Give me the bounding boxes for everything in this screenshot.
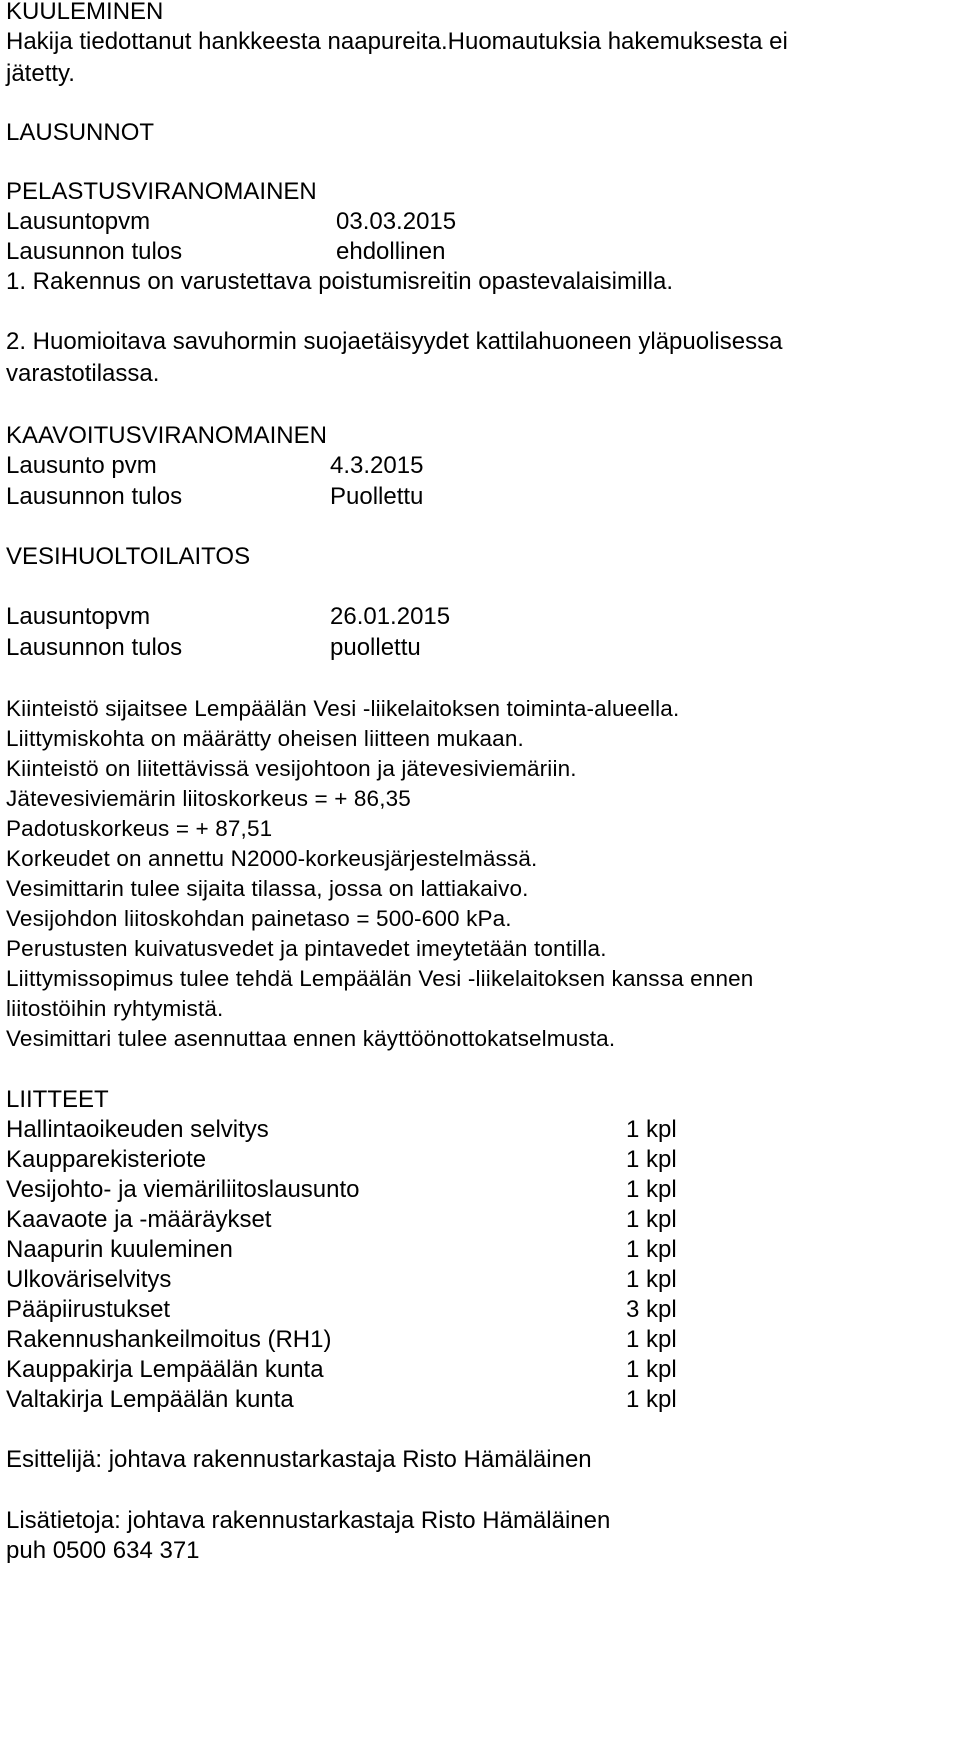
attachment-name: Kaavaote ja -määräykset	[6, 1206, 272, 1233]
attachment-name: Hallintaoikeuden selvitys	[6, 1116, 269, 1143]
pelastus-heading: PELASTUSVIRANOMAINEN	[6, 178, 317, 205]
pelastus-date-row	[6, 206, 456, 238]
esittelija-line: Esittelijä: johtava rakennustarkastaja Risto Hämäläinen	[6, 1446, 592, 1473]
attachment-quantity: 1 kpl	[626, 1116, 677, 1143]
vesihuolto-heading: VESIHUOLTOILAITOS	[6, 543, 251, 570]
attachment-name: Ulkoväriselvitys	[6, 1266, 172, 1293]
pelastus-date-value: 03.03.2015	[336, 208, 457, 235]
attachment-quantity: 1 kpl	[626, 1356, 677, 1383]
attachment-quantity: 1 kpl	[626, 1386, 677, 1413]
pelastus-note-1: 1. Rakennus on varustettava poistumisreitin opastevalaisimilla.	[6, 268, 673, 295]
attachment-quantity: 1 kpl	[626, 1176, 677, 1203]
attachment-quantity: 1 kpl	[626, 1326, 677, 1353]
phone-line: puh 0500 634 371	[6, 1537, 200, 1564]
attachment-name: Vesijohto- ja viemäriliitoslausunto	[6, 1176, 360, 1203]
attachment-name: Kaupparekisteriote	[6, 1146, 207, 1173]
kuuleminen-text-line-2: jätetty.	[6, 60, 75, 87]
vesihuolto-text-line: liitostöihin ryhtymistä.	[6, 996, 224, 1021]
vesihuolto-date-row	[6, 601, 450, 633]
kaavoitus-heading: KAAVOITUSVIRANOMAINEN	[6, 422, 327, 449]
kaavoitus-date-label: Lausunto pvm	[6, 452, 157, 479]
attachment-name: Rakennushankeilmoitus (RH1)	[6, 1326, 332, 1353]
pelastus-result-row	[6, 236, 445, 268]
vesihuolto-text-line: Vesimittari tulee asennuttaa ennen käyttöönottokatselmusta.	[6, 1026, 616, 1051]
attachment-quantity: 1 kpl	[626, 1236, 677, 1263]
pelastus-note-2-line-1: 2. Huomioitava savuhormin suojaetäisyydet kattilahuoneen yläpuolisessa	[6, 328, 783, 355]
attachment-quantity: 1 kpl	[626, 1206, 677, 1233]
kaavoitus-result-value: Puollettu	[330, 483, 424, 510]
vesihuolto-text-line: Padotuskorkeus = + 87,51	[6, 816, 273, 841]
attachment-quantity: 1 kpl	[626, 1266, 677, 1293]
pelastus-note-2-line-2: varastotilassa.	[6, 360, 160, 387]
kuuleminen-text-line-1: Hakija tiedottanut hankkeesta naapureita.Huomautuksia hakemuksesta ei	[6, 28, 788, 55]
kaavoitus-date-row	[6, 450, 423, 482]
vesihuolto-text-line: Liittymissopimus tulee tehdä Lempäälän Vesi -liikelaitoksen kanssa ennen	[6, 966, 754, 991]
attachment-name: Valtakirja Lempäälän kunta	[6, 1386, 294, 1413]
kaavoitus-result-row	[6, 481, 423, 513]
attachment-quantity: 1 kpl	[626, 1146, 677, 1173]
vesihuolto-result-row	[6, 632, 421, 664]
kaavoitus-result-label: Lausunnon tulos	[6, 483, 183, 510]
vesihuolto-text-line: Jätevesiviemärin liitoskorkeus = + 86,35	[6, 786, 411, 811]
vesihuolto-text-line: Perustusten kuivatusvedet ja pintavedet imeytetään tontilla.	[6, 936, 607, 961]
vesihuolto-result-value: puollettu	[330, 634, 421, 661]
vesihuolto-text-line: Liittymiskohta on määrätty oheisen liitteen mukaan.	[6, 726, 524, 751]
vesihuolto-result-label: Lausunnon tulos	[6, 634, 183, 661]
pelastus-result-value: ehdollinen	[336, 238, 446, 265]
vesihuolto-text-line: Kiinteistö sijaitsee Lempäälän Vesi -liikelaitoksen toiminta-alueella.	[6, 696, 680, 721]
kaavoitus-date-value: 4.3.2015	[330, 452, 424, 479]
vesihuolto-text-line: Vesimittarin tulee sijaita tilassa, jossa on lattiakaivo.	[6, 876, 529, 901]
vesihuolto-text-line: Korkeudet on annettu N2000-korkeusjärjestelmässä.	[6, 846, 538, 871]
attachment-name: Pääpiirustukset	[6, 1296, 171, 1323]
pelastus-date-label: Lausuntopvm	[6, 208, 151, 235]
liitteet-heading: LIITTEET	[6, 1086, 109, 1113]
attachment-name: Naapurin kuuleminen	[6, 1236, 233, 1263]
pelastus-result-label: Lausunnon tulos	[6, 238, 183, 265]
vesihuolto-text-line: Kiinteistö on liitettävissä vesijohtoon ja jätevesiviemäriin.	[6, 756, 577, 781]
attachment-name: Kauppakirja Lempäälän kunta	[6, 1356, 324, 1383]
lausunnot-heading: LAUSUNNOT	[6, 119, 155, 146]
vesihuolto-date-value: 26.01.2015	[330, 603, 451, 630]
vesihuolto-text-line: Vesijohdon liitoskohdan painetaso = 500-600 kPa.	[6, 906, 512, 931]
vesihuolto-date-label: Lausuntopvm	[6, 603, 151, 630]
kuuleminen-heading: KUULEMINEN	[6, 0, 164, 25]
lisatietoja-line: Lisätietoja: johtava rakennustarkastaja Risto Hämäläinen	[6, 1507, 611, 1534]
attachment-quantity: 3 kpl	[626, 1296, 677, 1323]
